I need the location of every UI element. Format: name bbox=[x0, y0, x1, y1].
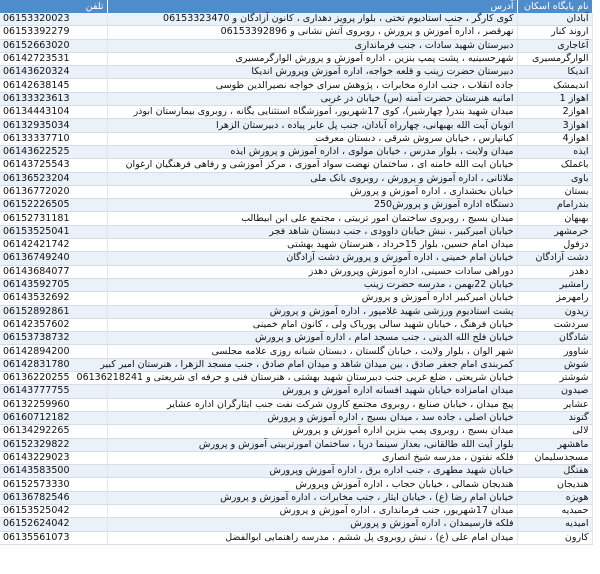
table-row bbox=[0, 185, 592, 198]
table-row bbox=[0, 358, 592, 371]
header-name: نام پایگاه اسکان bbox=[517, 0, 592, 13]
cell-phone: 06143620324 bbox=[0, 66, 107, 79]
cell-phone: 06143622525 bbox=[0, 145, 107, 158]
table-row bbox=[0, 92, 592, 105]
cell-address: جاده انقلاب ، جنب اداره مخابرات ، پژوهش سرای خواجه نصیرالدین طوسی bbox=[107, 79, 517, 92]
table-row bbox=[0, 305, 592, 318]
cell-name: سردشت bbox=[517, 318, 592, 331]
cell-address: خیابان امیرکبیر اداره آموزش و پرورش bbox=[107, 292, 517, 305]
cell-address: خیابان ایت الله خامنه ای ، ساختمان نهضت سواد آموزی ، مرکز آموزشی و رفاهی فرهنگیان ارغوان bbox=[107, 159, 517, 172]
cell-name: شادگان bbox=[517, 332, 592, 345]
cell-name: شوشتر bbox=[517, 372, 592, 385]
cell-address: پشت استادیوم ورزشی شهید غلامپور ، اداره آموزش و پرورش bbox=[107, 305, 517, 318]
cell-name: رامهرمز bbox=[517, 292, 592, 305]
cell-phone: 06143229023 bbox=[0, 451, 107, 464]
cell-phone: 06153392279 bbox=[0, 26, 107, 39]
cell-address: نهرقصر ، اداره آموزش و پرورش ، روبروی آتش نشانی و 06153392896 bbox=[107, 26, 517, 39]
cell-address: پیچ میدان ، خیابان صنایع ، روبروی مجتمع کارون شرکت نفت جنب ایثارگران اداره عشایر bbox=[107, 398, 517, 411]
cell-name: صیدون bbox=[517, 385, 592, 398]
cell-address: ملاثانی ، اداره آموزش و پرورش ، روبروی بانک ملی bbox=[107, 172, 517, 185]
table-row bbox=[0, 318, 592, 331]
table-row bbox=[0, 531, 592, 544]
cell-address: خیابان اصلی ، جاده سد ، میدان بسیج ، اداره آموزش و پرورش bbox=[107, 411, 517, 424]
cell-phone: 06142894200 bbox=[0, 345, 107, 358]
cell-phone: 06136749240 bbox=[0, 252, 107, 265]
cell-name: گتوند bbox=[517, 411, 592, 424]
table-row bbox=[0, 225, 592, 238]
cell-name: اندیکا bbox=[517, 66, 592, 79]
cell-address: دبیرستان حضرت زینب و قلعه خواجه، اداره آموزش وپرورش اندیکا bbox=[107, 66, 517, 79]
cell-phone: 06152731181 bbox=[0, 212, 107, 225]
cell-name: زیدون bbox=[517, 305, 592, 318]
table-header bbox=[0, 0, 592, 13]
cell-name: باغملک bbox=[517, 159, 592, 172]
cell-name: اهواز4 bbox=[517, 132, 592, 145]
cell-name: بهبهان bbox=[517, 212, 592, 225]
table-row bbox=[0, 292, 592, 305]
table-row bbox=[0, 425, 592, 438]
table-row bbox=[0, 119, 592, 132]
cell-phone: 06152573330 bbox=[0, 478, 107, 491]
cell-phone: 06136782546 bbox=[0, 491, 107, 504]
table-row bbox=[0, 106, 592, 119]
cell-name: رامشیر bbox=[517, 278, 592, 291]
cell-address: اتوبان آیت الله بهبهانی، چهارراه آبادان، جنب پل عابر پیاده ، دبیرستان الزهرا bbox=[107, 119, 517, 132]
cell-name: مسجدسلیمان bbox=[517, 451, 592, 464]
cell-phone: 06142831780 bbox=[0, 358, 107, 371]
cell-address: میدان امام علی (ع) ، نبش روبروی پل ششم ، مدرسه راهنمایی ابوالفضل bbox=[107, 531, 517, 544]
cell-name: اهواز2 bbox=[517, 106, 592, 119]
cell-name: هویزه bbox=[517, 491, 592, 504]
cell-phone: 06133337710 bbox=[0, 132, 107, 145]
cell-phone: 06143532692 bbox=[0, 292, 107, 305]
table-row bbox=[0, 145, 592, 158]
cell-phone: 06142723531 bbox=[0, 52, 107, 65]
cell-name: بستان bbox=[517, 185, 592, 198]
table-row bbox=[0, 39, 592, 52]
cell-phone: 06143725543 bbox=[0, 159, 107, 172]
cell-name: اندیمشک bbox=[517, 79, 592, 92]
table-row bbox=[0, 212, 592, 225]
table-row bbox=[0, 199, 592, 212]
cell-address: کیانپارس ، خیابان سروش شرقی ، دبستان معرفت bbox=[107, 132, 517, 145]
cell-phone: 06152624042 bbox=[0, 518, 107, 531]
cell-address: خیابان امیرکبیر ، نبش خیابان داوودی ، جنب دبستان شاهد فجر bbox=[107, 225, 517, 238]
cell-name: آغاجاری bbox=[517, 39, 592, 52]
cell-name: کارون bbox=[517, 531, 592, 544]
cell-name: ماهشهر bbox=[517, 438, 592, 451]
cell-address: خیابان امام خمینی ، اداره آموزش و پرورش دشت آزادگان bbox=[107, 252, 517, 265]
header-row bbox=[0, 0, 592, 13]
cell-address: فلکه نفتون ، مدرسه شیخ انصاری bbox=[107, 451, 517, 464]
cell-address: خیابان شهید مطهری ، جنب اداره برق ، اداره آموزش وپرورش bbox=[107, 465, 517, 478]
cell-phone: 06152892861 bbox=[0, 305, 107, 318]
cell-phone: 06143777755 bbox=[0, 385, 107, 398]
table-row bbox=[0, 79, 592, 92]
cell-address: امانیه هنرستان حضرت آمنه (س) خیابان در غربی bbox=[107, 92, 517, 105]
cell-name: ایذه bbox=[517, 145, 592, 158]
table-row bbox=[0, 478, 592, 491]
cell-name: اروند کنار bbox=[517, 26, 592, 39]
cell-name: دهدز bbox=[517, 265, 592, 278]
cell-address: میدان ولایت ، بلوار مدرس ، خیابان مولوی ، اداره آموزش و پرورش ایذه bbox=[107, 145, 517, 158]
cell-phone: 06152226505 bbox=[0, 199, 107, 212]
cell-address: خیابان فلح الله الدینی ، جنب مسجد امام ، اداره آموزش و پرورش bbox=[107, 332, 517, 345]
cell-phone: 06143684077 bbox=[0, 265, 107, 278]
cell-address: هندیجان شمالی ، خیابان حجاب ، اداره آموزش وپرورش bbox=[107, 478, 517, 491]
cell-address: خیابان فرهنگ ، خیابان شهید سالی پوریاک ولی ، کانون امام خمینی bbox=[107, 318, 517, 331]
cell-name: اهواز3 bbox=[517, 119, 592, 132]
table-row bbox=[0, 372, 592, 385]
cell-address: خیابان امام رضا (ع) ، خیابان ایثار ، جنب مخابرات ، اداره آموزش و پرورش bbox=[107, 491, 517, 504]
header-address: آدرس bbox=[107, 0, 517, 13]
table-row bbox=[0, 239, 592, 252]
cell-phone: 06136772020 bbox=[0, 185, 107, 198]
cell-address: دوراهی سادات حسینی، اداره آموزش وپرورش دهدز bbox=[107, 265, 517, 278]
cell-name: عشایر bbox=[517, 398, 592, 411]
cell-phone: 06143583500 bbox=[0, 465, 107, 478]
cell-address: میدان بسیج ، روبروی پمپ بنزین اداره آموزش و پرورش bbox=[107, 425, 517, 438]
table-body bbox=[0, 13, 592, 544]
cell-address: کوی کارگر ، جنب استادیوم تختی ، بلوار پرویز دهداری ، کانون آزادگان و 06153323470 bbox=[107, 13, 517, 26]
cell-name: باوی bbox=[517, 172, 592, 185]
cell-address: میدان 17شهریور، جنب فرمانداری ، اداره آموزش و پرورش bbox=[107, 504, 517, 517]
cell-phone: 06142638145 bbox=[0, 79, 107, 92]
cell-address: میدان بسیج ، روبروی ساختمان امور تربیتی ، مجتمع علی ابن ابیطالب bbox=[107, 212, 517, 225]
header-phone: تلفن bbox=[0, 0, 107, 13]
cell-name: لالی bbox=[517, 425, 592, 438]
table-row bbox=[0, 451, 592, 464]
cell-name: بندرامام bbox=[517, 199, 592, 212]
cell-phone: 06136220255 bbox=[0, 372, 107, 385]
cell-phone: 06142357602 bbox=[0, 318, 107, 331]
cell-phone: 06132935034 bbox=[0, 119, 107, 132]
cell-name: دشت آزادگان bbox=[517, 252, 592, 265]
table-row bbox=[0, 26, 592, 39]
table-row bbox=[0, 132, 592, 145]
cell-address: دبیرستان شهید سادات ، جنب فرمانداری bbox=[107, 39, 517, 52]
cell-address: کمربندی امام جعفر صادق ، بین میدان شاهد و میدان امام صادق ، جنب مسجد الزهرا ، هنرستان امیر کبیر bbox=[107, 358, 517, 371]
cell-address: شهرحسینیه ، پشت پمپ بنزین ، اداره آموزش و پرورش الوارگرمسیری bbox=[107, 52, 517, 65]
table-row bbox=[0, 518, 592, 531]
cell-name: شوش bbox=[517, 358, 592, 371]
cell-address: خیابان شریعتی ، ضلع غربی جنب دبیرستان شهید بهشتی ، هنرستان فنی و حرفه ای شریعتی و 06136218241 bbox=[107, 372, 517, 385]
cell-phone: 06134292265 bbox=[0, 425, 107, 438]
table-row bbox=[0, 252, 592, 265]
cell-phone: 06143592705 bbox=[0, 278, 107, 291]
cell-address: شهر الوان ، بلوار ولایت ، خیابان گلستان ، دبستان شبانه روزی علامه مجلسی bbox=[107, 345, 517, 358]
table-row bbox=[0, 385, 592, 398]
cell-name: آبادان bbox=[517, 13, 592, 26]
cell-address: میدان امام حسین، بلوار 15خرداد ، هنرستان شهید بهشتی bbox=[107, 239, 517, 252]
cell-phone: 06153525041 bbox=[0, 225, 107, 238]
cell-address: بلوار آیت الله طالقانی، بعداز سینما دریا ، ساختمان امورتربیتی آموزش و پرورش bbox=[107, 438, 517, 451]
table-row bbox=[0, 159, 592, 172]
cell-name: الوارگرمسیری bbox=[517, 52, 592, 65]
cell-phone: 06160712182 bbox=[0, 411, 107, 424]
table-row bbox=[0, 398, 592, 411]
cell-address: میدان شهید بندر( چهارشیر)، کوی 17شهریور، آموزشگاه استثنایی یگانه ، روبروی بیمارستان ابوذر bbox=[107, 106, 517, 119]
table-row bbox=[0, 52, 592, 65]
cell-phone: 06132259960 bbox=[0, 398, 107, 411]
cell-name: حمیدیه bbox=[517, 504, 592, 517]
table-row bbox=[0, 345, 592, 358]
cell-address: فلکه فارسیمدان ، اداره آموزش و پرورش bbox=[107, 518, 517, 531]
cell-name: شاوور bbox=[517, 345, 592, 358]
cell-name: دزفول bbox=[517, 239, 592, 252]
table-row bbox=[0, 13, 592, 26]
cell-name: امیدیه bbox=[517, 518, 592, 531]
cell-phone: 06142421742 bbox=[0, 239, 107, 252]
table-row bbox=[0, 172, 592, 185]
cell-name: هفتگل bbox=[517, 465, 592, 478]
table-row bbox=[0, 66, 592, 79]
table-row bbox=[0, 438, 592, 451]
cell-address: خیابان 22بهمن ، مدرسه حضرت زینب bbox=[107, 278, 517, 291]
cell-phone: 06152663020 bbox=[0, 39, 107, 52]
cell-name: خرمشهر bbox=[517, 225, 592, 238]
cell-phone: 06136523204 bbox=[0, 172, 107, 185]
cell-name: اهواز 1 bbox=[517, 92, 592, 105]
cell-address: خیابان بخشداری ، اداره آموزش و پرورش bbox=[107, 185, 517, 198]
cell-phone: 06134443104 bbox=[0, 106, 107, 119]
cell-phone: 06153738732 bbox=[0, 332, 107, 345]
table-row bbox=[0, 265, 592, 278]
table-row bbox=[0, 411, 592, 424]
cell-phone: 06153525042 bbox=[0, 504, 107, 517]
cell-phone: 06133323613 bbox=[0, 92, 107, 105]
cell-phone: 06153320023 bbox=[0, 13, 107, 26]
table-row bbox=[0, 465, 592, 478]
table-row bbox=[0, 332, 592, 345]
cell-phone: 06152329822 bbox=[0, 438, 107, 451]
table-row bbox=[0, 278, 592, 291]
cell-address: میدان امامزاده خیابان شهید افسانه اداره آموزش و پرورش bbox=[107, 385, 517, 398]
table-row bbox=[0, 504, 592, 517]
table-row bbox=[0, 491, 592, 504]
cell-phone: 06135561073 bbox=[0, 531, 107, 544]
cell-address: دستگاه اداره آموزش و پرورش250 bbox=[107, 199, 517, 212]
cell-name: هندیجان bbox=[517, 478, 592, 491]
